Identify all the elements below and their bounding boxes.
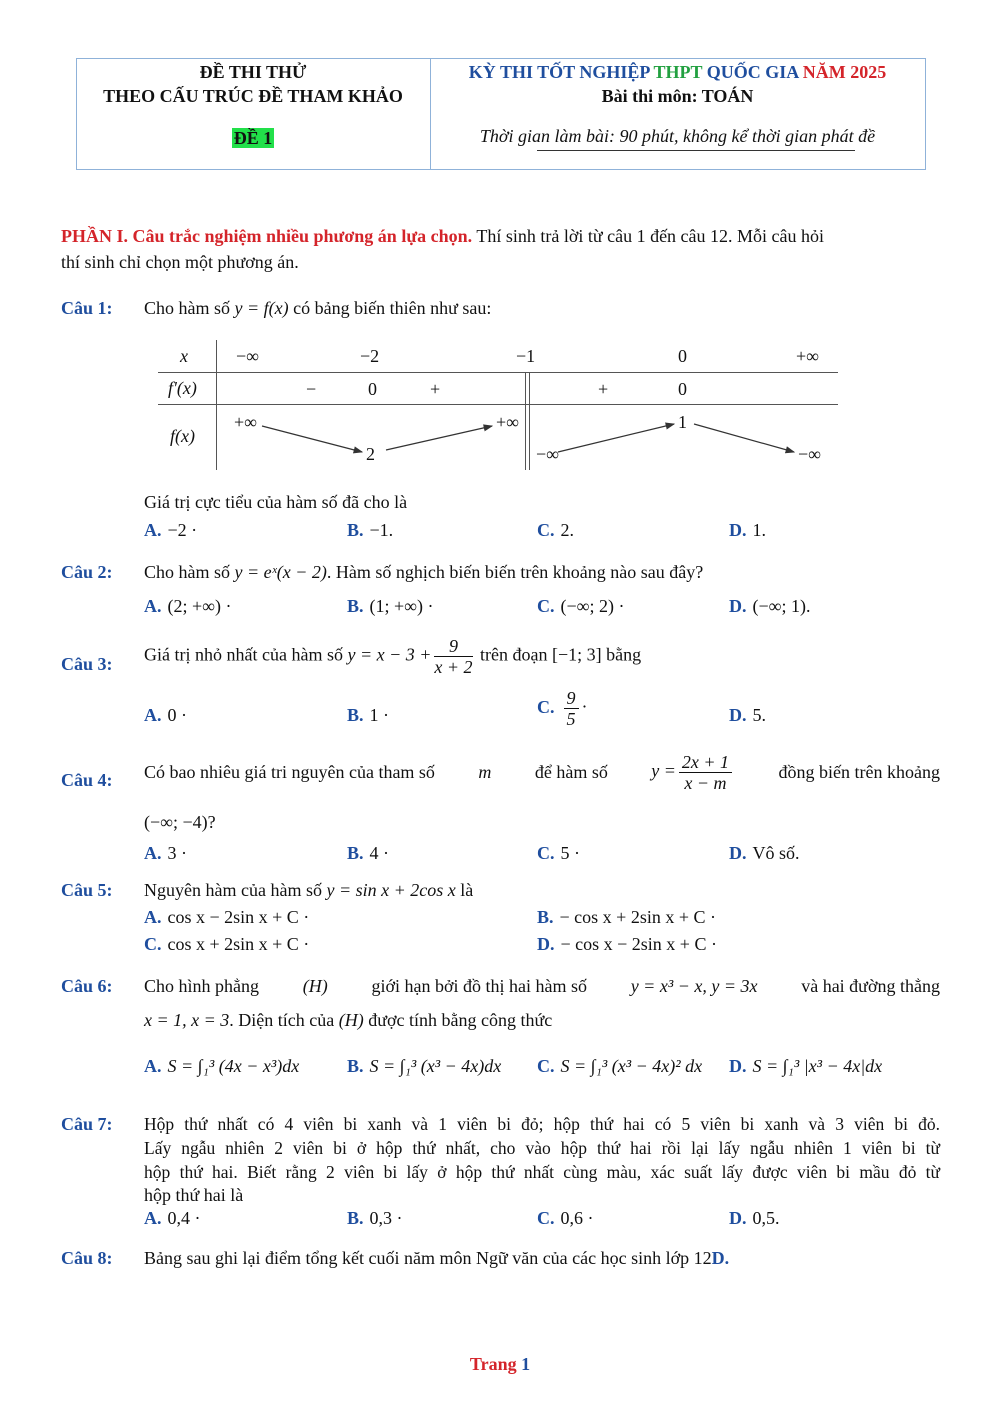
option-text: S = ∫₁³ (4x − x³)dx xyxy=(167,1056,300,1076)
arrow-up xyxy=(558,424,674,452)
q3-text-a: Giá trị nhỏ nhất của hàm số xyxy=(144,644,343,665)
option-letter: B. xyxy=(347,1208,364,1228)
option-text: (−∞; 1). xyxy=(752,596,811,616)
q2-option-d[interactable] xyxy=(729,596,810,617)
q4-stem xyxy=(144,752,940,793)
q1-text-a: Cho hàm số xyxy=(144,298,231,318)
q6-stem xyxy=(144,976,940,997)
frac-den: x − m xyxy=(684,773,727,793)
option-letter: D. xyxy=(729,705,747,725)
option-letter: C. xyxy=(537,596,555,616)
q4-interval: (−∞; −4)? xyxy=(144,812,216,832)
q4-option-b[interactable] xyxy=(347,843,389,864)
q6-text-b: giới hạn bởi đồ thị hai hàm số xyxy=(371,976,587,996)
frac-den: x + 2 xyxy=(434,657,473,677)
q4-function xyxy=(651,752,735,793)
option-letter: A. xyxy=(144,907,162,927)
q1-option-d[interactable] xyxy=(729,520,766,541)
q5-option-a[interactable] xyxy=(144,907,309,928)
header-left-line2: THEO CẤU TRÚC ĐỀ THAM KHẢO xyxy=(103,86,403,106)
q7-option-a[interactable] xyxy=(144,1208,201,1229)
option-letter: B. xyxy=(347,705,364,725)
q4-func: y = xyxy=(651,760,676,781)
fp-sign: + xyxy=(598,379,609,399)
q1-option-b[interactable] xyxy=(347,520,393,541)
option-text: 5 · xyxy=(560,843,580,863)
q2-option-b[interactable] xyxy=(347,596,433,617)
option-text: −1. xyxy=(369,520,394,540)
q5-option-c[interactable] xyxy=(144,934,309,955)
exam-code-wrap xyxy=(76,128,430,149)
option-text: S = ∫₁³ (x³ − 4x)² dx xyxy=(560,1056,703,1076)
q5-text-b: là xyxy=(460,880,474,900)
arrow-down xyxy=(694,424,794,452)
option-text: 1. xyxy=(752,520,766,540)
q8-stem xyxy=(144,1248,729,1269)
q7-line4: hộp thứ hai là xyxy=(144,1185,244,1205)
option-letter: C. xyxy=(537,843,555,863)
q6-text-e: được tính bằng công thức xyxy=(368,1010,553,1030)
q3-option-a[interactable] xyxy=(144,705,187,726)
option-text: 0,4 · xyxy=(167,1208,201,1228)
header-subject: Bài thi môn: TOÁN xyxy=(601,86,754,106)
q5-option-b[interactable] xyxy=(537,907,716,928)
q6-region: (H) xyxy=(302,976,328,996)
variation-table xyxy=(158,340,838,470)
option-letter: D. xyxy=(729,843,747,863)
q7-option-c[interactable] xyxy=(537,1208,594,1229)
q4-label: Câu 4: xyxy=(61,770,113,790)
q6-option-c[interactable] xyxy=(537,1056,702,1077)
q6-region-2: (H) xyxy=(338,1010,364,1030)
q5-stem xyxy=(144,880,473,901)
variation-arrows xyxy=(158,340,838,470)
option-letter: C. xyxy=(537,696,555,717)
q3-text-c: bằng xyxy=(606,644,642,665)
option-letter: D. xyxy=(537,934,555,954)
q3-fraction xyxy=(434,636,472,677)
option-text: −2 · xyxy=(167,520,198,540)
q6-lines: x = 1, x = 3 xyxy=(144,1010,230,1030)
q5-option-d[interactable] xyxy=(537,934,717,955)
option-letter: B. xyxy=(347,843,364,863)
x-value: −2 xyxy=(360,346,380,366)
q2-text-a: Cho hàm số xyxy=(144,562,231,582)
q7-line3: hộp thứ hai. Biết rằng 2 viên bi lấy ở hộp thứ nhất cùng màu, xác suất lấy được viên bi mầu đỏ từ xyxy=(144,1162,940,1182)
f-label: f(x) xyxy=(170,426,195,446)
option-text: 0,6 · xyxy=(560,1208,594,1228)
q1-option-a[interactable] xyxy=(144,520,197,541)
q4-text-a: Có bao nhiêu giá tri nguyên của tham số xyxy=(144,762,435,782)
q6-label: Câu 6: xyxy=(61,976,113,996)
footer-page-number: 1 xyxy=(521,1354,531,1374)
frac-den: 5 xyxy=(566,709,576,729)
q7-option-b[interactable] xyxy=(347,1208,403,1229)
q1-question: Giá trị cực tiểu của hàm số đã cho là xyxy=(144,492,408,512)
q5-text-a: Nguyên hàm của hàm số xyxy=(144,880,322,900)
q3-option-d[interactable] xyxy=(729,705,766,726)
q6-text-c: và hai đường thẳng xyxy=(801,976,940,996)
option-text: − cos x − 2sin x + C · xyxy=(560,934,717,954)
header-time: Thời gian làm bài: 90 phút, không kể thời gian phát đề xyxy=(479,126,876,146)
arrow-down xyxy=(262,426,362,452)
q1-func: y = f(x) xyxy=(234,298,289,318)
q2-stem xyxy=(144,562,703,583)
q2-option-a[interactable] xyxy=(144,596,231,617)
fp-zero: 0 xyxy=(678,379,687,399)
q4-text-b: để hàm số xyxy=(534,762,608,782)
option-letter: A. xyxy=(144,843,162,863)
option-letter: A. xyxy=(144,520,162,540)
option-text: 0,5. xyxy=(752,1208,780,1228)
q2-text-b: . Hàm số nghịch biến biến trên khoảng nào sau đây? xyxy=(326,562,704,582)
fp-label: f'(x) xyxy=(168,378,197,398)
option-text: 5. xyxy=(752,705,766,725)
header-title-a: KỲ THI TỐT NGHIỆP xyxy=(468,62,650,82)
q2-option-c[interactable] xyxy=(537,596,624,617)
q3-label: Câu 3: xyxy=(61,654,113,674)
option-letter: C. xyxy=(537,1056,555,1076)
q1-text-b: có bảng biến thiên như sau: xyxy=(293,298,492,318)
option-text: (1; +∞) · xyxy=(369,596,434,616)
q8-class: D. xyxy=(711,1248,730,1268)
option-text: 1 · xyxy=(369,705,390,725)
arrow-up xyxy=(386,426,492,450)
q7-label: Câu 7: xyxy=(61,1114,113,1134)
option-letter: C. xyxy=(144,934,162,954)
f-value: 2 xyxy=(366,444,375,464)
exam-code: ĐỀ 1 xyxy=(233,128,273,148)
q3-c-fraction xyxy=(564,688,579,729)
q3-interval: [−1; 3] xyxy=(552,644,602,665)
q6-text-a: Cho hình phẳng xyxy=(144,976,259,996)
q8-text: Bảng sau ghi lại điểm tổng kết cuối năm môn Ngữ văn của các học sinh lớp 12 xyxy=(144,1248,712,1268)
option-text: S = ∫₁³ |x³ − 4x|dx xyxy=(752,1056,883,1076)
q4-text-c: đồng biến trên khoảng xyxy=(778,762,940,782)
x-value: +∞ xyxy=(796,346,819,366)
option-letter: D. xyxy=(729,596,747,616)
q3-option-b[interactable] xyxy=(347,705,389,726)
q6-text-d: . Diện tích của xyxy=(229,1010,335,1030)
section-intro-line1: Thí sinh trả lời từ câu 1 đến câu 12. Mỗi câu hỏi xyxy=(476,226,825,246)
header-left-line1: ĐỀ THI THỬ xyxy=(199,62,307,82)
header-underline xyxy=(537,150,855,151)
option-letter: B. xyxy=(537,907,554,927)
option-text: · xyxy=(581,696,588,717)
option-text: 0,3 · xyxy=(369,1208,403,1228)
q2-func: y = eˣ(x − 2) xyxy=(234,562,327,582)
header-right-line1 xyxy=(431,62,924,83)
header-title-b: THPT xyxy=(653,62,703,82)
x-label: x xyxy=(180,346,188,366)
option-letter: A. xyxy=(144,596,162,616)
option-letter: D. xyxy=(729,1208,747,1228)
q2-label: Câu 2: xyxy=(61,562,113,582)
q4-param: m xyxy=(478,762,492,782)
q6-funcs: y = x³ − x, y = 3x xyxy=(630,976,758,996)
option-text: 4 · xyxy=(369,843,390,863)
option-text: 0 · xyxy=(167,705,187,725)
option-text: 2. xyxy=(560,520,574,540)
page-footer xyxy=(0,1354,1000,1375)
x-value: 0 xyxy=(678,346,687,366)
x-value: −∞ xyxy=(236,346,259,366)
q8-label: Câu 8: xyxy=(61,1248,113,1268)
option-text: cos x + 2sin x + C · xyxy=(167,934,310,954)
q6-option-b[interactable] xyxy=(347,1056,501,1077)
section-title: PHẦN I. Câu trắc nghiệm nhiều phương án lựa chọn. xyxy=(61,226,473,246)
q7-line1: Hộp thứ nhất có 4 viên bi xanh và 1 viên bi đỏ; hộp thứ hai có 5 viên bi xanh và 3 viên bi đỏ. xyxy=(144,1114,940,1134)
frac-num: 9 xyxy=(434,636,472,657)
q1-option-c[interactable] xyxy=(537,520,574,541)
f-value: +∞ xyxy=(234,412,257,432)
option-text: − cos x + 2sin x + C · xyxy=(559,907,716,927)
q4-option-a[interactable] xyxy=(144,843,187,864)
q4-fraction xyxy=(679,752,732,793)
q6-option-d[interactable] xyxy=(729,1056,882,1077)
option-letter: B. xyxy=(347,520,364,540)
q7-line2: Lấy ngẫu nhiên 2 viên bi ở hộp thứ nhất, cho vào hộp thứ hai rồi lại lấy ngẫu nhiên 1 viên bi từ xyxy=(144,1138,940,1158)
fp-sign: − xyxy=(306,379,317,399)
q3-option-c[interactable] xyxy=(537,688,588,729)
section-intro xyxy=(61,226,941,247)
f-value: −∞ xyxy=(536,444,559,464)
q4-option-d[interactable] xyxy=(729,843,800,864)
x-value: −1 xyxy=(516,346,536,366)
q5-func: y = sin x + 2cos x xyxy=(326,880,456,900)
f-value: −∞ xyxy=(798,444,821,464)
fp-zero: 0 xyxy=(368,379,377,399)
frac-num: 9 xyxy=(564,688,579,709)
q1-label: Câu 1: xyxy=(61,298,113,318)
option-text: (2; +∞) · xyxy=(167,596,232,616)
fp-sign: + xyxy=(430,379,441,399)
q1-stem xyxy=(144,298,491,319)
option-text: (−∞; 2) · xyxy=(560,596,625,616)
option-letter: B. xyxy=(347,596,364,616)
option-letter: D. xyxy=(729,520,747,540)
option-text: cos x − 2sin x + C · xyxy=(167,907,310,927)
q3-func: y = x − 3 + xyxy=(347,644,432,665)
option-letter: C. xyxy=(537,1208,555,1228)
header-title-c: QUỐC GIA xyxy=(706,62,799,82)
footer-page-word: Trang xyxy=(469,1354,517,1374)
q4-option-c[interactable] xyxy=(537,843,580,864)
q3-text-b: trên đoạn xyxy=(480,644,548,665)
option-text: 3 · xyxy=(167,843,187,863)
q7-option-d[interactable] xyxy=(729,1208,780,1229)
header-title-d: NĂM 2025 xyxy=(802,62,887,82)
option-letter: A. xyxy=(144,705,162,725)
option-text: Vô số. xyxy=(752,843,800,863)
f-value: 1 xyxy=(678,412,687,432)
option-letter: D. xyxy=(729,1056,747,1076)
option-text: S = ∫₁³ (x³ − 4x)dx xyxy=(369,1056,502,1076)
section-intro-line2: thí sinh chỉ chọn một phương án. xyxy=(61,252,299,272)
q6-stem-line2 xyxy=(144,1010,552,1031)
option-letter: B. xyxy=(347,1056,364,1076)
option-letter: C. xyxy=(537,520,555,540)
q5-label: Câu 5: xyxy=(61,880,113,900)
frac-num: 2x + 1 xyxy=(679,752,732,773)
q3-stem xyxy=(144,636,641,677)
option-letter: A. xyxy=(144,1208,162,1228)
f-value: +∞ xyxy=(496,412,519,432)
q6-option-a[interactable] xyxy=(144,1056,299,1077)
option-letter: A. xyxy=(144,1056,162,1076)
